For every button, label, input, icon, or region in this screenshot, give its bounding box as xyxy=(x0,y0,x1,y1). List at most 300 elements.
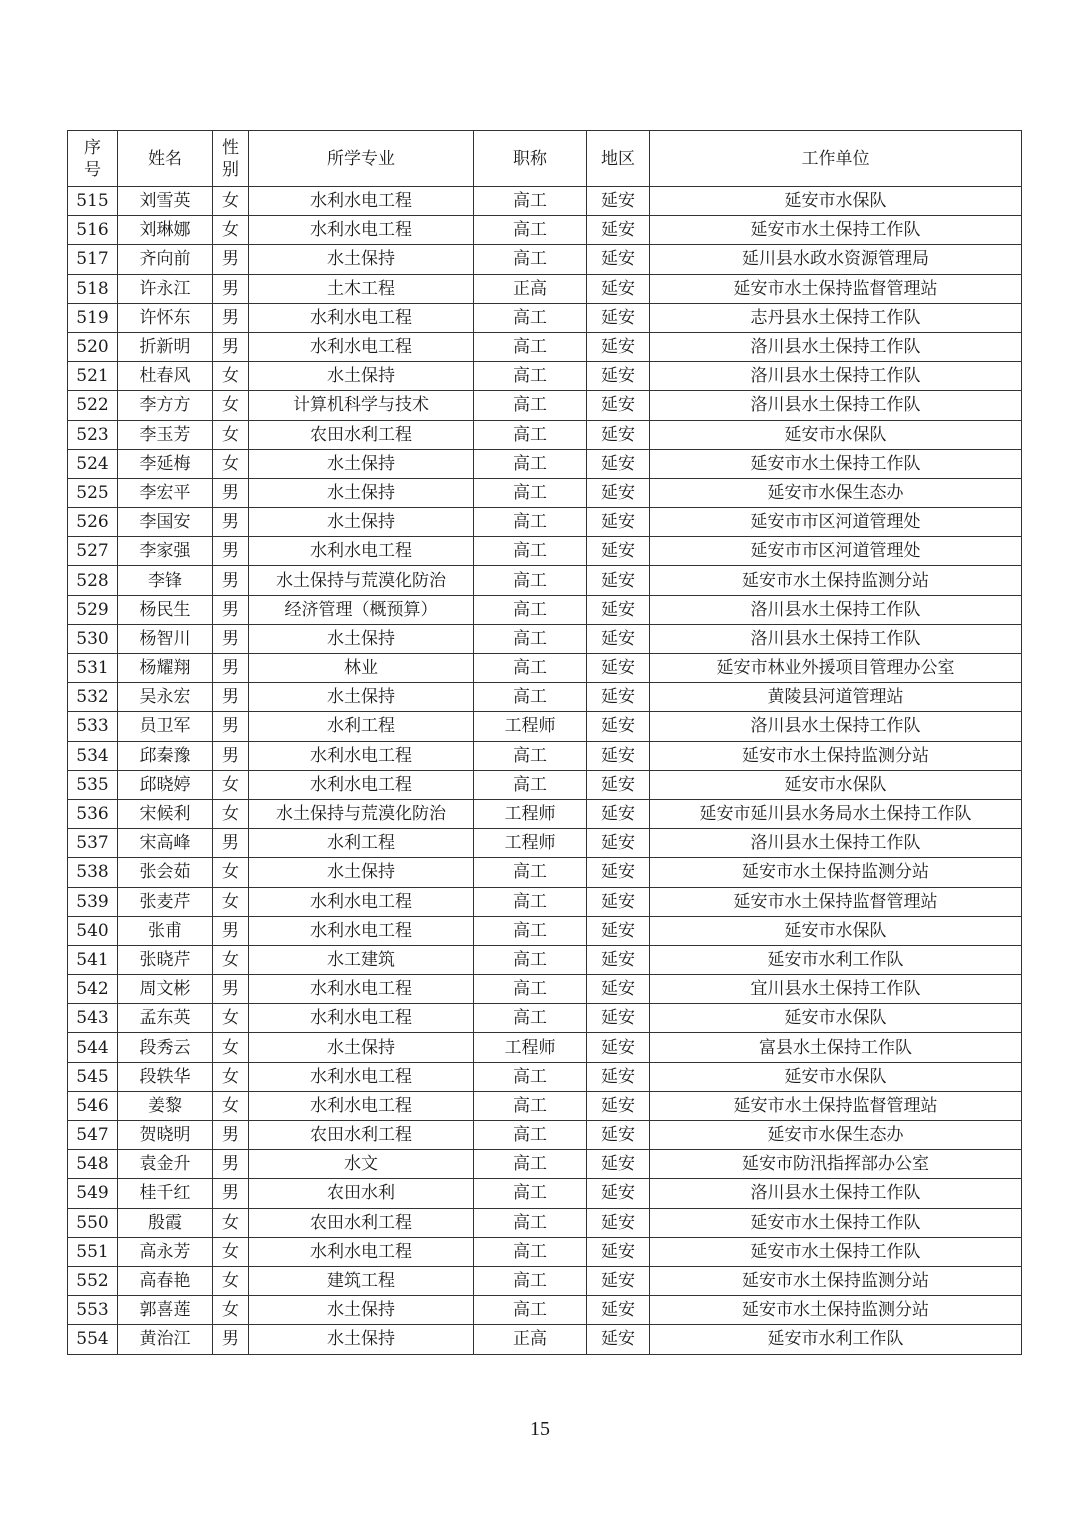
header-title: 职称 xyxy=(474,131,587,187)
cell-region: 延安 xyxy=(587,1121,650,1150)
table-row xyxy=(68,1033,1022,1062)
cell-unit: 延安市防汛指挥部办公室 xyxy=(650,1150,1022,1179)
cell-name: 李延梅 xyxy=(118,449,213,478)
cell-major: 水利水电工程 xyxy=(249,916,474,945)
cell-title: 高工 xyxy=(474,566,587,595)
cell-gender: 女 xyxy=(213,1266,249,1295)
cell-name: 张甫 xyxy=(118,916,213,945)
header-major: 所学专业 xyxy=(249,131,474,187)
cell-major: 经济管理（概预算） xyxy=(249,595,474,624)
cell-gender: 女 xyxy=(213,216,249,245)
table-row xyxy=(68,332,1022,361)
cell-gender: 男 xyxy=(213,975,249,1004)
cell-title: 高工 xyxy=(474,391,587,420)
table-row xyxy=(68,916,1022,945)
cell-name: 黄治江 xyxy=(118,1325,213,1354)
cell-title: 高工 xyxy=(474,1150,587,1179)
table-row xyxy=(68,566,1022,595)
cell-gender: 女 xyxy=(213,1208,249,1237)
table-row xyxy=(68,1004,1022,1033)
cell-title: 正高 xyxy=(474,1325,587,1354)
cell-name: 许永江 xyxy=(118,274,213,303)
cell-name: 段秀云 xyxy=(118,1033,213,1062)
cell-no: 532 xyxy=(68,683,118,712)
cell-major: 水利水电工程 xyxy=(249,770,474,799)
cell-title: 高工 xyxy=(474,654,587,683)
table-row xyxy=(68,362,1022,391)
table-row xyxy=(68,1266,1022,1295)
cell-unit: 延安市水土保持监测分站 xyxy=(650,1296,1022,1325)
cell-major: 农田水利 xyxy=(249,1179,474,1208)
cell-title: 高工 xyxy=(474,332,587,361)
cell-gender: 女 xyxy=(213,858,249,887)
cell-no: 525 xyxy=(68,478,118,507)
table-row xyxy=(68,829,1022,858)
cell-title: 高工 xyxy=(474,887,587,916)
cell-gender: 男 xyxy=(213,1150,249,1179)
cell-major: 水工建筑 xyxy=(249,945,474,974)
cell-region: 延安 xyxy=(587,1208,650,1237)
cell-title: 工程师 xyxy=(474,712,587,741)
cell-name: 周文彬 xyxy=(118,975,213,1004)
cell-unit: 延安市水土保持监测分站 xyxy=(650,566,1022,595)
cell-no: 522 xyxy=(68,391,118,420)
cell-no: 551 xyxy=(68,1237,118,1266)
cell-gender: 女 xyxy=(213,1296,249,1325)
cell-name: 李国安 xyxy=(118,508,213,537)
cell-name: 宋候利 xyxy=(118,799,213,828)
cell-major: 水利水电工程 xyxy=(249,1091,474,1120)
cell-name: 邱秦豫 xyxy=(118,741,213,770)
cell-major: 农田水利工程 xyxy=(249,420,474,449)
cell-gender: 女 xyxy=(213,449,249,478)
table-row xyxy=(68,1121,1022,1150)
cell-unit: 延安市林业外援项目管理办公室 xyxy=(650,654,1022,683)
cell-name: 宋高峰 xyxy=(118,829,213,858)
table-row xyxy=(68,741,1022,770)
cell-name: 张麦芹 xyxy=(118,887,213,916)
cell-no: 546 xyxy=(68,1091,118,1120)
cell-title: 高工 xyxy=(474,1179,587,1208)
cell-name: 杨民生 xyxy=(118,595,213,624)
table-row xyxy=(68,1091,1022,1120)
cell-unit: 延安市水保队 xyxy=(650,1004,1022,1033)
cell-gender: 男 xyxy=(213,741,249,770)
cell-region: 延安 xyxy=(587,654,650,683)
cell-name: 桂千红 xyxy=(118,1179,213,1208)
cell-gender: 男 xyxy=(213,829,249,858)
cell-region: 延安 xyxy=(587,858,650,887)
cell-title: 正高 xyxy=(474,274,587,303)
cell-title: 高工 xyxy=(474,741,587,770)
cell-title: 高工 xyxy=(474,975,587,1004)
cell-no: 521 xyxy=(68,362,118,391)
cell-region: 延安 xyxy=(587,566,650,595)
header-unit: 工作单位 xyxy=(650,131,1022,187)
cell-gender: 女 xyxy=(213,362,249,391)
cell-unit: 延安市水保队 xyxy=(650,1062,1022,1091)
cell-gender: 女 xyxy=(213,945,249,974)
cell-name: 刘雪英 xyxy=(118,187,213,216)
cell-gender: 女 xyxy=(213,799,249,828)
table-row xyxy=(68,770,1022,799)
cell-region: 延安 xyxy=(587,741,650,770)
cell-region: 延安 xyxy=(587,1237,650,1266)
cell-gender: 男 xyxy=(213,332,249,361)
table-row xyxy=(68,245,1022,274)
table-row xyxy=(68,945,1022,974)
cell-title: 高工 xyxy=(474,624,587,653)
cell-major: 水利工程 xyxy=(249,829,474,858)
cell-title: 高工 xyxy=(474,1296,587,1325)
cell-title: 高工 xyxy=(474,1091,587,1120)
cell-title: 高工 xyxy=(474,420,587,449)
cell-no: 553 xyxy=(68,1296,118,1325)
cell-no: 534 xyxy=(68,741,118,770)
cell-major: 水土保持 xyxy=(249,449,474,478)
cell-major: 水土保持 xyxy=(249,508,474,537)
table-row xyxy=(68,449,1022,478)
cell-no: 543 xyxy=(68,1004,118,1033)
cell-major: 水土保持 xyxy=(249,245,474,274)
cell-no: 554 xyxy=(68,1325,118,1354)
cell-title: 高工 xyxy=(474,595,587,624)
cell-no: 537 xyxy=(68,829,118,858)
cell-gender: 男 xyxy=(213,916,249,945)
cell-major: 水利水电工程 xyxy=(249,1062,474,1091)
table-row xyxy=(68,1150,1022,1179)
cell-unit: 延川县水政水资源管理局 xyxy=(650,245,1022,274)
cell-unit: 延安市水土保持监测分站 xyxy=(650,741,1022,770)
cell-title: 工程师 xyxy=(474,1033,587,1062)
cell-title: 高工 xyxy=(474,449,587,478)
cell-region: 延安 xyxy=(587,1091,650,1120)
cell-region: 延安 xyxy=(587,829,650,858)
cell-region: 延安 xyxy=(587,1150,650,1179)
cell-no: 549 xyxy=(68,1179,118,1208)
cell-no: 539 xyxy=(68,887,118,916)
cell-unit: 延安市水土保持监测分站 xyxy=(650,858,1022,887)
table-row xyxy=(68,303,1022,332)
cell-unit: 延安市延川县水务局水土保持工作队 xyxy=(650,799,1022,828)
cell-no: 519 xyxy=(68,303,118,332)
cell-title: 高工 xyxy=(474,683,587,712)
cell-title: 高工 xyxy=(474,945,587,974)
cell-gender: 男 xyxy=(213,245,249,274)
cell-region: 延安 xyxy=(587,332,650,361)
table-row xyxy=(68,712,1022,741)
cell-region: 延安 xyxy=(587,362,650,391)
table-row xyxy=(68,624,1022,653)
cell-name: 姜黎 xyxy=(118,1091,213,1120)
cell-title: 高工 xyxy=(474,1004,587,1033)
cell-gender: 男 xyxy=(213,478,249,507)
cell-major: 水利水电工程 xyxy=(249,741,474,770)
cell-no: 523 xyxy=(68,420,118,449)
cell-gender: 男 xyxy=(213,654,249,683)
cell-name: 吴永宏 xyxy=(118,683,213,712)
cell-major: 计算机科学与技术 xyxy=(249,391,474,420)
cell-region: 延安 xyxy=(587,712,650,741)
cell-gender: 女 xyxy=(213,1004,249,1033)
cell-gender: 男 xyxy=(213,595,249,624)
cell-title: 高工 xyxy=(474,362,587,391)
cell-name: 许怀东 xyxy=(118,303,213,332)
cell-name: 李玉芳 xyxy=(118,420,213,449)
cell-no: 548 xyxy=(68,1150,118,1179)
cell-major: 农田水利工程 xyxy=(249,1208,474,1237)
cell-title: 高工 xyxy=(474,303,587,332)
personnel-table xyxy=(67,130,1022,1355)
cell-unit: 延安市水土保持工作队 xyxy=(650,1208,1022,1237)
cell-name: 郭喜莲 xyxy=(118,1296,213,1325)
cell-gender: 男 xyxy=(213,566,249,595)
cell-unit: 延安市水保队 xyxy=(650,187,1022,216)
cell-gender: 女 xyxy=(213,1033,249,1062)
cell-no: 544 xyxy=(68,1033,118,1062)
cell-region: 延安 xyxy=(587,1033,650,1062)
cell-major: 水利水电工程 xyxy=(249,303,474,332)
header-name: 姓名 xyxy=(118,131,213,187)
cell-name: 杨智川 xyxy=(118,624,213,653)
cell-region: 延安 xyxy=(587,1062,650,1091)
cell-gender: 女 xyxy=(213,391,249,420)
cell-name: 高永芳 xyxy=(118,1237,213,1266)
page-number: 15 xyxy=(530,1418,550,1440)
cell-region: 延安 xyxy=(587,274,650,303)
table-header-row xyxy=(68,131,1022,187)
cell-gender: 男 xyxy=(213,712,249,741)
cell-title: 高工 xyxy=(474,187,587,216)
cell-gender: 男 xyxy=(213,1121,249,1150)
cell-unit: 延安市水保生态办 xyxy=(650,478,1022,507)
table-row xyxy=(68,654,1022,683)
cell-major: 水利水电工程 xyxy=(249,1004,474,1033)
cell-major: 水土保持 xyxy=(249,1325,474,1354)
table-row xyxy=(68,858,1022,887)
cell-no: 524 xyxy=(68,449,118,478)
cell-unit: 延安市水土保持工作队 xyxy=(650,449,1022,478)
cell-region: 延安 xyxy=(587,187,650,216)
cell-unit: 延安市水保队 xyxy=(650,420,1022,449)
cell-region: 延安 xyxy=(587,508,650,537)
cell-no: 536 xyxy=(68,799,118,828)
cell-gender: 女 xyxy=(213,1237,249,1266)
cell-unit: 洛川县水土保持工作队 xyxy=(650,391,1022,420)
cell-no: 528 xyxy=(68,566,118,595)
cell-name: 孟东英 xyxy=(118,1004,213,1033)
cell-unit: 延安市水土保持监测分站 xyxy=(650,1266,1022,1295)
cell-gender: 男 xyxy=(213,1325,249,1354)
table-row xyxy=(68,683,1022,712)
cell-region: 延安 xyxy=(587,770,650,799)
cell-title: 高工 xyxy=(474,245,587,274)
cell-region: 延安 xyxy=(587,624,650,653)
cell-unit: 延安市水利工作队 xyxy=(650,945,1022,974)
cell-gender: 男 xyxy=(213,1179,249,1208)
cell-title: 工程师 xyxy=(474,799,587,828)
cell-region: 延安 xyxy=(587,449,650,478)
cell-title: 高工 xyxy=(474,858,587,887)
table-row xyxy=(68,537,1022,566)
cell-region: 延安 xyxy=(587,303,650,332)
cell-title: 高工 xyxy=(474,770,587,799)
cell-gender: 男 xyxy=(213,683,249,712)
cell-name: 杜春风 xyxy=(118,362,213,391)
cell-region: 延安 xyxy=(587,420,650,449)
cell-no: 527 xyxy=(68,537,118,566)
cell-unit: 洛川县水土保持工作队 xyxy=(650,712,1022,741)
cell-major: 水土保持 xyxy=(249,478,474,507)
cell-unit: 洛川县水土保持工作队 xyxy=(650,362,1022,391)
cell-title: 高工 xyxy=(474,508,587,537)
cell-unit: 富县水土保持工作队 xyxy=(650,1033,1022,1062)
cell-major: 农田水利工程 xyxy=(249,1121,474,1150)
cell-unit: 洛川县水土保持工作队 xyxy=(650,624,1022,653)
cell-title: 高工 xyxy=(474,1121,587,1150)
cell-major: 水文 xyxy=(249,1150,474,1179)
table-row xyxy=(68,1237,1022,1266)
cell-gender: 女 xyxy=(213,187,249,216)
cell-major: 水利工程 xyxy=(249,712,474,741)
header-no: 序 号 xyxy=(68,131,118,187)
cell-name: 张会茹 xyxy=(118,858,213,887)
cell-major: 水土保持与荒漠化防治 xyxy=(249,566,474,595)
cell-title: 高工 xyxy=(474,537,587,566)
cell-no: 530 xyxy=(68,624,118,653)
cell-major: 建筑工程 xyxy=(249,1266,474,1295)
cell-region: 延安 xyxy=(587,478,650,507)
cell-gender: 女 xyxy=(213,1091,249,1120)
cell-no: 547 xyxy=(68,1121,118,1150)
table-body xyxy=(68,187,1022,1355)
cell-unit: 延安市水土保持工作队 xyxy=(650,216,1022,245)
cell-region: 延安 xyxy=(587,1325,650,1354)
cell-region: 延安 xyxy=(587,1179,650,1208)
cell-name: 齐向前 xyxy=(118,245,213,274)
cell-major: 土木工程 xyxy=(249,274,474,303)
table-row xyxy=(68,478,1022,507)
cell-unit: 延安市水保队 xyxy=(650,916,1022,945)
cell-gender: 女 xyxy=(213,770,249,799)
cell-name: 殷霞 xyxy=(118,1208,213,1237)
cell-unit: 延安市水土保持工作队 xyxy=(650,1237,1022,1266)
cell-region: 延安 xyxy=(587,245,650,274)
table-row xyxy=(68,1208,1022,1237)
cell-region: 延安 xyxy=(587,391,650,420)
cell-name: 李家强 xyxy=(118,537,213,566)
cell-major: 水土保持 xyxy=(249,1296,474,1325)
cell-name: 员卫军 xyxy=(118,712,213,741)
cell-no: 545 xyxy=(68,1062,118,1091)
cell-region: 延安 xyxy=(587,216,650,245)
cell-region: 延安 xyxy=(587,799,650,828)
cell-unit: 延安市水利工作队 xyxy=(650,1325,1022,1354)
cell-no: 540 xyxy=(68,916,118,945)
cell-unit: 洛川县水土保持工作队 xyxy=(650,1179,1022,1208)
cell-no: 515 xyxy=(68,187,118,216)
cell-region: 延安 xyxy=(587,916,650,945)
cell-no: 538 xyxy=(68,858,118,887)
cell-name: 段轶华 xyxy=(118,1062,213,1091)
table-row xyxy=(68,1325,1022,1354)
cell-gender: 女 xyxy=(213,1062,249,1091)
cell-major: 水利水电工程 xyxy=(249,975,474,1004)
cell-title: 高工 xyxy=(474,1237,587,1266)
cell-major: 水土保持 xyxy=(249,858,474,887)
cell-name: 折新明 xyxy=(118,332,213,361)
cell-region: 延安 xyxy=(587,945,650,974)
table-row xyxy=(68,508,1022,537)
table-row xyxy=(68,595,1022,624)
cell-title: 高工 xyxy=(474,916,587,945)
cell-title: 高工 xyxy=(474,478,587,507)
cell-no: 552 xyxy=(68,1266,118,1295)
cell-no: 535 xyxy=(68,770,118,799)
table-row xyxy=(68,1179,1022,1208)
cell-no: 516 xyxy=(68,216,118,245)
cell-name: 高春艳 xyxy=(118,1266,213,1295)
cell-no: 542 xyxy=(68,975,118,1004)
cell-gender: 男 xyxy=(213,508,249,537)
cell-name: 袁金升 xyxy=(118,1150,213,1179)
table-row xyxy=(68,187,1022,216)
cell-unit: 延安市水土保持监督管理站 xyxy=(650,1091,1022,1120)
cell-name: 杨耀翔 xyxy=(118,654,213,683)
cell-major: 水利水电工程 xyxy=(249,187,474,216)
cell-major: 水土保持 xyxy=(249,1033,474,1062)
cell-title: 高工 xyxy=(474,1266,587,1295)
cell-no: 529 xyxy=(68,595,118,624)
cell-no: 531 xyxy=(68,654,118,683)
table-row xyxy=(68,1296,1022,1325)
table-row xyxy=(68,420,1022,449)
cell-name: 刘琳娜 xyxy=(118,216,213,245)
cell-unit: 志丹县水土保持工作队 xyxy=(650,303,1022,332)
table-row xyxy=(68,799,1022,828)
cell-name: 李方方 xyxy=(118,391,213,420)
cell-no: 518 xyxy=(68,274,118,303)
cell-unit: 延安市水土保持监督管理站 xyxy=(650,274,1022,303)
cell-region: 延安 xyxy=(587,887,650,916)
cell-gender: 女 xyxy=(213,887,249,916)
cell-unit: 宜川县水土保持工作队 xyxy=(650,975,1022,1004)
header-gender: 性 别 xyxy=(213,131,249,187)
cell-title: 高工 xyxy=(474,1062,587,1091)
cell-major: 水利水电工程 xyxy=(249,216,474,245)
cell-no: 533 xyxy=(68,712,118,741)
table-row xyxy=(68,975,1022,1004)
cell-major: 水利水电工程 xyxy=(249,332,474,361)
cell-unit: 洛川县水土保持工作队 xyxy=(650,332,1022,361)
cell-region: 延安 xyxy=(587,1266,650,1295)
cell-gender: 男 xyxy=(213,624,249,653)
cell-name: 李锋 xyxy=(118,566,213,595)
cell-major: 水土保持 xyxy=(249,683,474,712)
cell-title: 工程师 xyxy=(474,829,587,858)
cell-title: 高工 xyxy=(474,1208,587,1237)
table-row xyxy=(68,887,1022,916)
cell-major: 水利水电工程 xyxy=(249,1237,474,1266)
cell-no: 541 xyxy=(68,945,118,974)
cell-gender: 男 xyxy=(213,303,249,332)
cell-title: 高工 xyxy=(474,216,587,245)
cell-unit: 洛川县水土保持工作队 xyxy=(650,595,1022,624)
cell-unit: 延安市市区河道管理处 xyxy=(650,537,1022,566)
cell-gender: 女 xyxy=(213,420,249,449)
table-row xyxy=(68,391,1022,420)
cell-unit: 延安市水保生态办 xyxy=(650,1121,1022,1150)
